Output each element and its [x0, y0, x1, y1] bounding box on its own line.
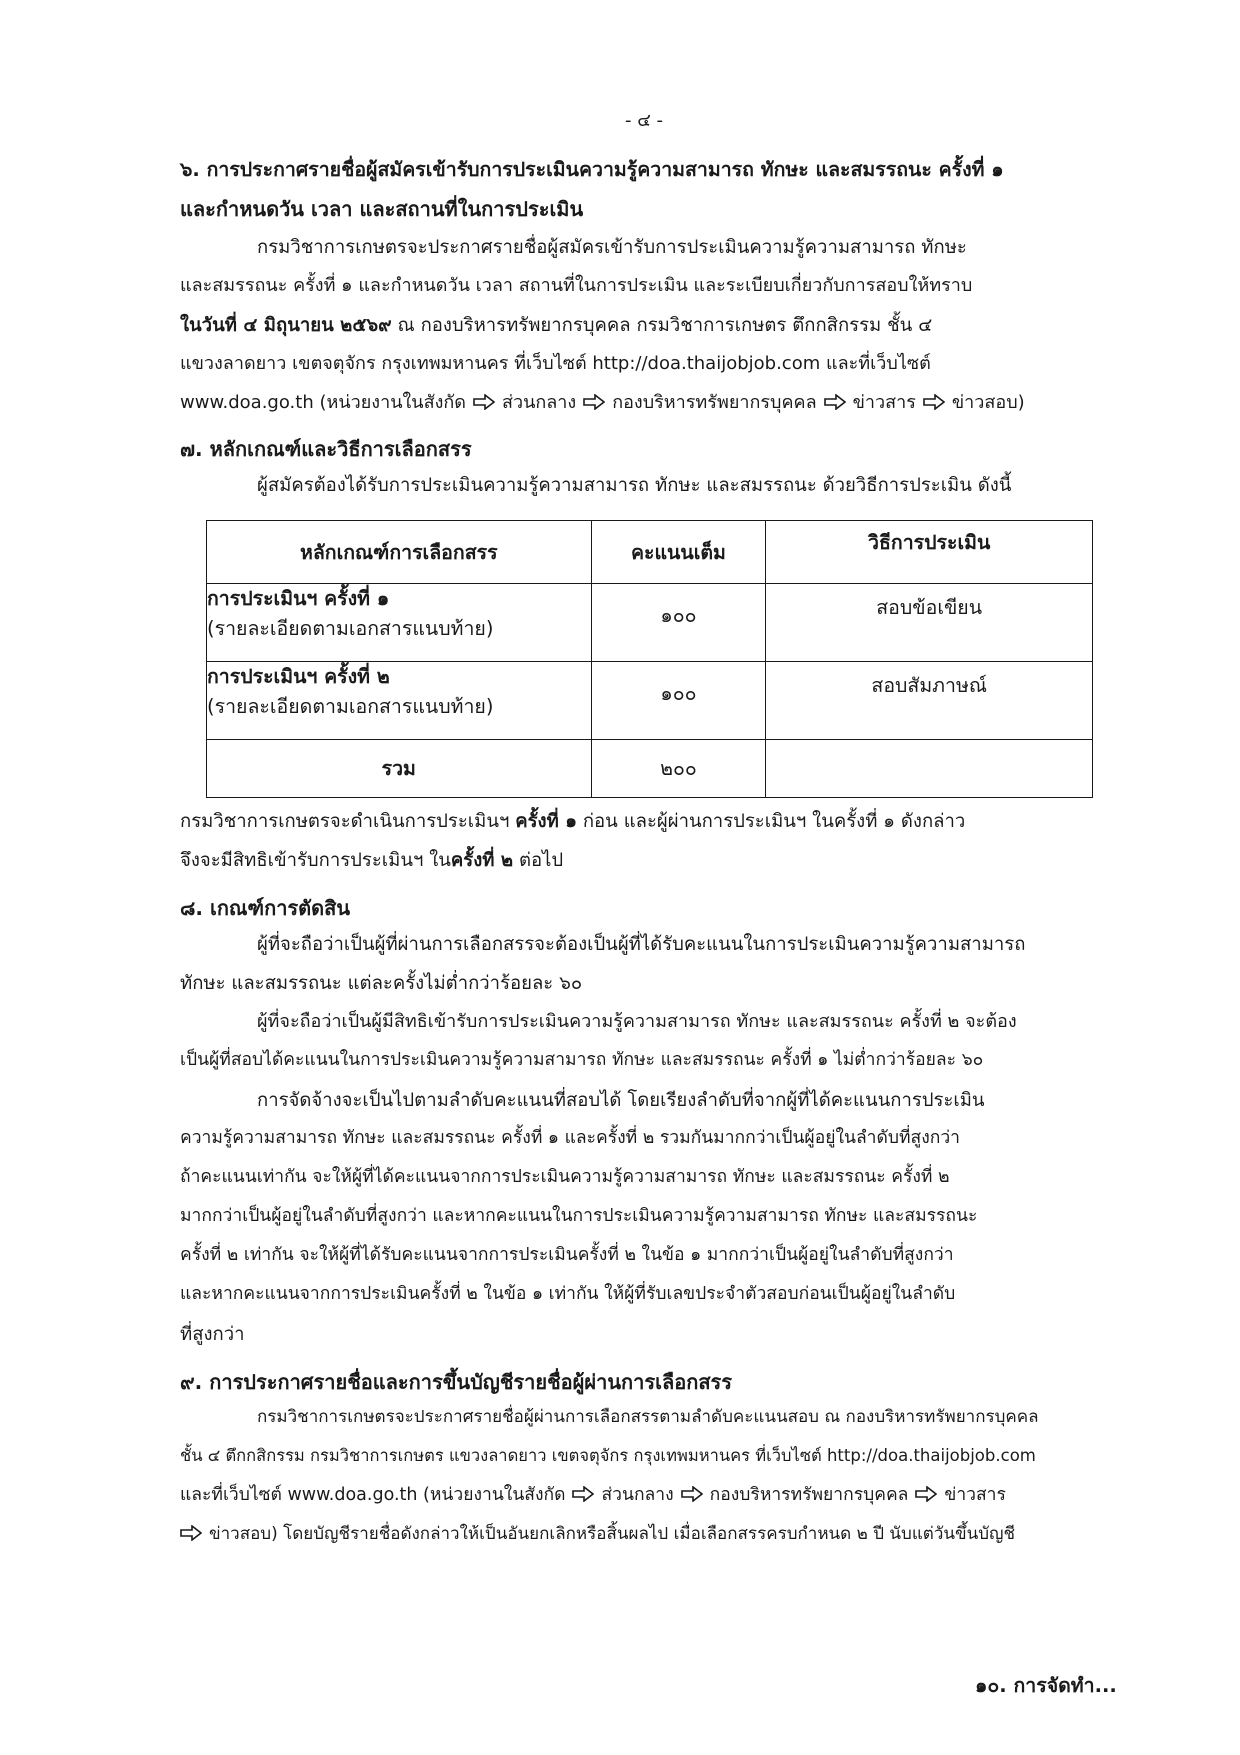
arrow-right-icon: [824, 394, 846, 410]
after2-b: ครั้งที่ ๒: [450, 850, 514, 871]
section6-line2: และสมรรถนะ ครั้งที่ ๑ และกำหนดวัน เวลา สถานที่ในการประเมิน และระเบียบเกี่ยวกับการสอบให้ทราบ: [180, 275, 973, 296]
arrow-right-icon: [583, 394, 605, 410]
table-row: [207, 584, 1093, 662]
total-method-empty: [766, 740, 1093, 798]
section8-p3-l3: ถ้าคะแนนเท่ากัน จะให้ผู้ที่ได้คะแนนจากการประเมินความรู้ความสามารถ ทักษะ และสมรรถนะ ครั้งที่ ๒: [180, 1167, 950, 1187]
header-criterion: หลักเกณฑ์การเลือกสรร: [207, 521, 592, 584]
section8-p3-l4: มากกว่าเป็นผู้อยู่ในลำดับที่สูงกว่า และหากคะแนนในการประเมินความรู้ความสามารถ ทักษะ และสมรรถนะ: [180, 1206, 978, 1226]
arrow-right-icon: [473, 394, 495, 410]
criteria-table: [206, 520, 1093, 798]
arrow-right-icon: [180, 1525, 202, 1541]
section6-line5-a: www.doa.go.th (หน่วยงานในสังกัด: [180, 392, 466, 413]
header-method: วิธีการประเมิน: [766, 521, 1093, 584]
section8-p2-l2: เป็นผู้ที่สอบได้คะแนนในการประเมินความรู้ความสามารถ ทักษะ และสมรรถนะ ครั้งที่ ๑ ไม่ต่ำกว่าร้อยละ ๖๐: [180, 1050, 984, 1070]
method-cell: สอบสัมภาษณ์: [766, 662, 1093, 740]
section6-line5-d: ข่าวสาร: [852, 392, 916, 413]
section6-line5-b: ส่วนกลาง: [501, 392, 577, 413]
method-cell: สอบข้อเขียน: [766, 584, 1093, 662]
total-label: รวม: [207, 740, 592, 798]
after-a: กรมวิชาการเกษตรจะดำเนินการประเมินฯ: [180, 811, 516, 832]
section6-line5: [180, 392, 1125, 415]
section6-heading-line2: และกำหนดวัน เวลา และสถานที่ในการประเมิน: [180, 197, 584, 221]
section7-after-line2: [180, 849, 1125, 872]
section7-after-line1: [180, 810, 1125, 833]
criterion-cell: [207, 584, 592, 662]
table-header-row: [207, 521, 1093, 584]
criterion-note: (รายละเอียดตามเอกสารแนบท้าย): [207, 617, 494, 641]
section9-l1: กรมวิชาการเกษตรจะประกาศรายชื่อผู้ผ่านการเลือกสรรตามลำดับคะแนนสอบ ณ กองบริหารทรัพยากรบุคคล: [257, 1407, 1039, 1427]
section6-heading-line1: ๖. การประกาศรายชื่อผู้สมัครเข้ารับการประเมินความรู้ความสามารถ ทักษะ และสมรรถนะ ครั้งที่ ๑: [180, 158, 1004, 181]
section9-l2: ชั้น ๔ ตึกกสิกรรม กรมวิชาการเกษตร แขวงลาดยาว เขตจตุจักร กรุงเทพมหานคร ที่เว็บไซต์ http://doa.thaijobjob.com: [180, 1446, 1036, 1465]
section8-p2-l1: ผู้ที่จะถือว่าเป็นผู้มีสิทธิเข้ารับการประเมินความรู้ความสามารถ ทักษะ และสมรรถนะ ครั้งที่ ๒ จะต้อง: [257, 1011, 1017, 1032]
page-number: - ๔ -: [625, 110, 664, 131]
section8-p3-l6: และหากคะแนนจากการประเมินครั้งที่ ๒ ในข้อ ๑ เท่ากัน ให้ผู้ที่รับเลขประจำตัวสอบก่อนเป็นผู้อยู่ในลำดับ: [180, 1284, 956, 1304]
criterion-label: การประเมินฯ ครั้งที่ ๑: [207, 587, 390, 610]
arrow-right-icon: [681, 1486, 703, 1502]
table-total-row: [207, 740, 1093, 798]
after-b: ครั้งที่ ๑: [515, 811, 577, 832]
section9-heading: ๙. การประกาศรายชื่อและการขึ้นบัญชีรายชื่อผู้ผ่านการเลือกสรร: [180, 1370, 733, 1394]
arrow-right-icon: [572, 1486, 594, 1502]
announce-date: ในวันที่ ๔ มิถุนายน ๒๕๖๙: [180, 315, 392, 336]
table-row: [207, 662, 1093, 740]
footer-next-section: ๑๐. การจัดทำ...: [975, 1674, 1117, 1697]
arrow-right-icon: [923, 394, 945, 410]
criterion-note: (รายละเอียดตามเอกสารแนบท้าย): [207, 695, 494, 719]
score-cell: ๑๐๐: [591, 584, 766, 662]
criterion-label: การประเมินฯ ครั้งที่ ๒: [207, 665, 390, 688]
section6-line4: แขวงลาดยาว เขตจตุจักร กรุงเทพมหานคร ที่เว็บไซต์ http://doa.thaijobjob.com และที่เว็บไซต์: [180, 353, 931, 374]
after2-c: ต่อไป: [513, 850, 564, 871]
section8-heading: ๘. เกณฑ์การตัดสิน: [180, 896, 351, 920]
section9-l3-a: และที่เว็บไซต์ www.doa.go.th (หน่วยงานในสังกัด: [180, 1485, 566, 1505]
section6-line5-c: กองบริหารทรัพยากรบุคคล: [612, 392, 817, 413]
section9-l4-a: ข่าวสอบ) โดยบัญชีรายชื่อดังกล่าวให้เป็นอันยกเลิกหรือสิ้นผลไป เมื่อเลือกสรรครบกำหนด ๒ ปี นับแต่วันขึ้นบัญชี: [209, 1524, 1016, 1544]
section9-l3-b: ส่วนกลาง: [601, 1485, 674, 1505]
section7-intro: ผู้สมัครต้องได้รับการประเมินความรู้ความสามารถ ทักษะ และสมรรถนะ ด้วยวิธีการประเมิน ดังนี้: [257, 475, 1012, 496]
section7-heading: ๗. หลักเกณฑ์และวิธีการเลือกสรร: [180, 437, 472, 461]
criterion-cell: [207, 662, 592, 740]
after2-a: จึงจะมีสิทธิเข้ารับการประเมินฯ ใน: [180, 850, 451, 871]
header-score: คะแนนเต็ม: [591, 521, 766, 584]
after-c: ก่อน และผู้ผ่านการประเมินฯ ในครั้งที่ ๑ ดังกล่าว: [576, 811, 966, 832]
section9-l4: [180, 1524, 1125, 1545]
section6-line3-rest: ณ กองบริหารทรัพยากรบุคคล กรมวิชาการเกษตร ตึกกสิกรรม ชั้น ๔: [391, 315, 933, 336]
section6-line5-e: ข่าวสอบ): [951, 392, 1025, 413]
section8-p1-l2: ทักษะ และสมรรถนะ แต่ละครั้งไม่ต่ำกว่าร้อยละ ๖๐: [180, 973, 583, 994]
arrow-right-icon: [915, 1486, 937, 1502]
section6-line3: [180, 314, 1125, 337]
section9-l3-d: ข่าวสาร: [944, 1485, 1006, 1505]
section8-p1-l1: ผู้ที่จะถือว่าเป็นผู้ที่ผ่านการเลือกสรรจะต้องเป็นผู้ที่ได้รับคะแนนในการประเมินความรู้ความสามารถ: [257, 934, 1026, 955]
section9-l3: [180, 1485, 1125, 1507]
section8-p3-l2: ความรู้ความสามารถ ทักษะ และสมรรถนะ ครั้งที่ ๑ และครั้งที่ ๒ รวมกันมากกว่าเป็นผู้อยู่ในลำดับที่สูงกว่า: [180, 1128, 960, 1148]
score-cell: ๑๐๐: [591, 662, 766, 740]
section8-p3-l1: การจัดจ้างจะเป็นไปตามลำดับคะแนนที่สอบได้ โดยเรียงลำดับที่จากผู้ที่ได้คะแนนการประเมิน: [257, 1090, 985, 1111]
section9-l3-c: กองบริหารทรัพยากรบุคคล: [709, 1485, 909, 1505]
section8-p3-l7: ที่สูงกว่า: [180, 1324, 245, 1345]
total-score: ๒๐๐: [591, 740, 766, 798]
section8-p3-l5: ครั้งที่ ๒ เท่ากัน จะให้ผู้ที่ได้รับคะแนนจากการประเมินครั้งที่ ๒ ในข้อ ๑ มากกว่าเป็นผู้อยู่ในลำดับที่สูงกว่า: [180, 1245, 954, 1265]
section6-line1: กรมวิชาการเกษตรจะประกาศรายชื่อผู้สมัครเข้ารับการประเมินความรู้ความสามารถ ทักษะ: [257, 237, 967, 258]
